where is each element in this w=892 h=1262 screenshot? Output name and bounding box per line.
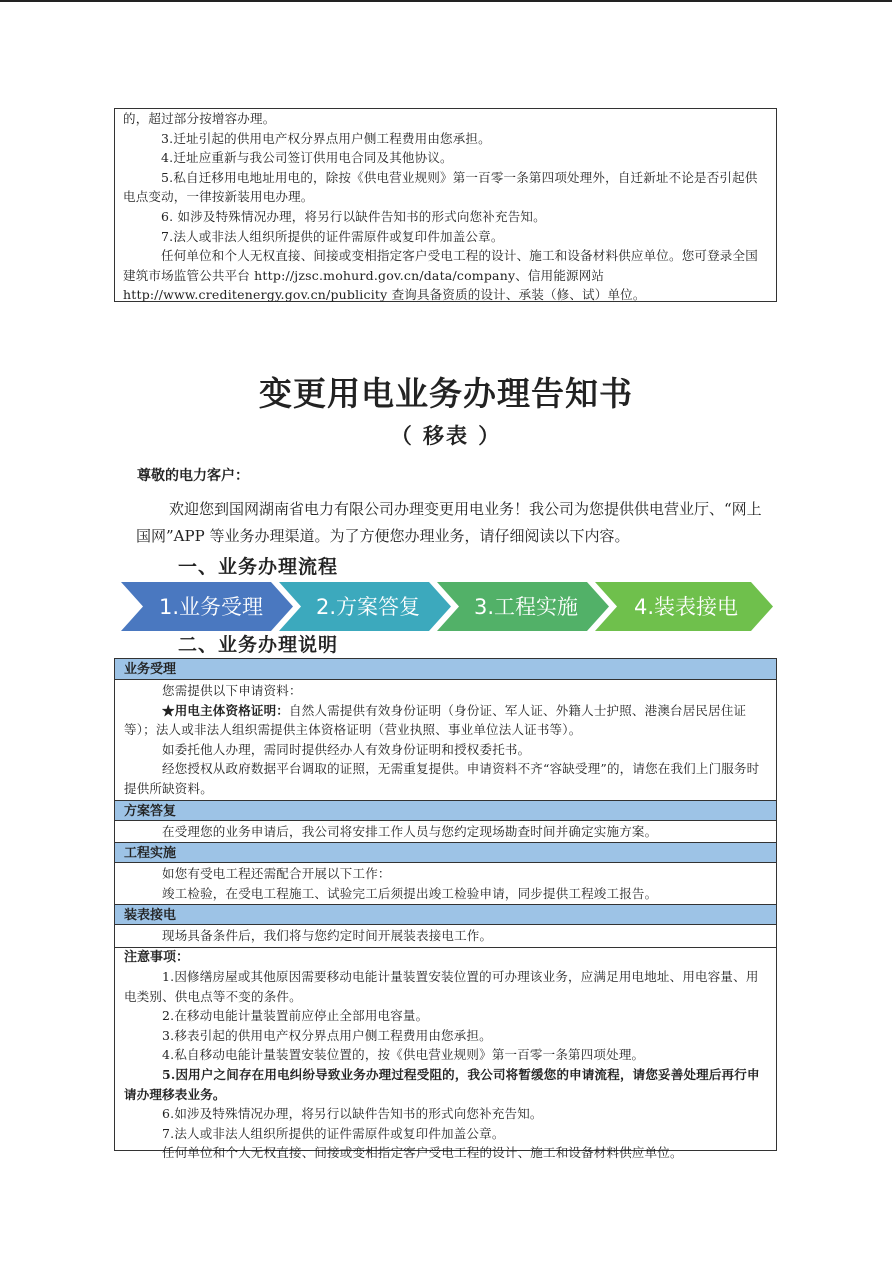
notes-item: 6.如涉及特殊情况办理，将另行以缺件告知书的形式向您补充告知。 [162, 1106, 543, 1122]
section-heading-instructions: 二、业务办理说明 [178, 634, 339, 656]
note-line: 6. 如涉及特殊情况办理，将另行以缺件告知书的形式向您补充告知。 [161, 208, 546, 224]
work-header: 工程实施 [115, 842, 776, 863]
work-line: 如您有受电工程还需配合开展以下工作： [162, 866, 391, 882]
qualification-line [124, 701, 767, 740]
accept-body [115, 680, 776, 800]
previous-notes-box [114, 108, 777, 302]
qualification-text: 自然人需提供有效身份证明（身份证、军人证、外籍人士护照、港澳台居民居住证等）；法人或非法人组织需提供主体资格证明（营业执照、事业单位法人证书等）。 [124, 702, 747, 738]
notes-item: 4.私自移动电能计量装置安装位置的，按《供电营业规则》第一百零一条第四项处理。 [162, 1047, 645, 1063]
qualification-label: ★用电主体资格证明： [162, 702, 290, 718]
accept-line: 经您授权从政府数据平台调取的证照，无需重复提供。申请资料不齐“容缺受理”的，请您在我们上门服务时提供所缺资料。 [124, 761, 760, 796]
work-line: 竣工检验，在受电工程施工、试验完工后须提出竣工检验申请，同步提供工程竣工报告。 [162, 885, 658, 901]
instructions-table [114, 658, 777, 1161]
accept-line: 如委托他人办理，需同时提供经办人有效身份证明和授权委托书。 [162, 741, 531, 757]
notes-item: 1.因修缮房屋或其他原因需要移动电能计量装置安装位置的可办理该业务，应满足用电地址、用电容量、用电类别、供电点等不变的条件。 [124, 968, 759, 1004]
notes-item: 2.在移动电能计量装置前应停止全部用电容量。 [162, 1008, 429, 1024]
section-heading-process: 一、业务办理流程 [178, 556, 339, 578]
work-body [115, 863, 776, 904]
meter-line: 现场具备条件后，我们将与您约定时间开展装表接电工作。 [162, 928, 493, 944]
flow-step-4-label: 4.装表接电 [633, 595, 739, 619]
plan-body [115, 821, 776, 843]
greeting: 尊敬的电力客户： [137, 468, 249, 484]
notes-item: 3.移表引起的供用电产权分界点用户侧工程费用由您承担。 [162, 1027, 492, 1043]
process-flow-graphic [121, 582, 773, 631]
notes-item-emphasis: 5.因用户之间存在用电纠纷导致业务办理过程受阻的，我公司将暂缓您的申请流程，请您妥善处理后再行申请办理移表业务。 [124, 1066, 760, 1102]
notes-body [115, 967, 776, 1164]
process-flow [121, 582, 773, 631]
note-line: 任何单位和个人无权直接、间接或变相指定客户受电工程的设计、施工和设备材料供应单位。您可登录全国建筑市场监管公共平台 http://jzsc.mohurd.gov.cn/data/company、信用能源网站 http://www.creditenergy.gov.cn/publicity 查询具备资质的设计、承装（修、试）单位。 [123, 248, 758, 303]
plan-header: 方案答复 [115, 800, 776, 821]
notes-item: 7.法人或非法人组织所提供的证件需原件或复印件加盖公章。 [162, 1125, 505, 1141]
note-line: 5.私自迁移用电地址用电的，除按《供电营业规则》第一百零一条第四项处理外，自迁新址不论是否引起供电点变动，一律按新装用电办理。 [123, 169, 758, 205]
flow-step-1-label: 1.业务受理 [158, 595, 264, 619]
note-line: 7.法人或非法人组织所提供的证件需原件或复印件加盖公章。 [161, 228, 504, 244]
note-line: 3.迁址引起的供用电产权分界点用户侧工程费用由您承担。 [161, 130, 491, 146]
notes-section [115, 947, 776, 1164]
notes-header: 注意事项： [124, 949, 190, 965]
notes-item: 任何单位和个人无权直接、间接或变相指定客户受电工程的设计、施工和设备材料供应单位。 [162, 1145, 683, 1161]
intro-paragraph: 欢迎您到国网湖南省电力有限公司办理变更用电业务！我公司为您提供供电营业厅、“网上国网”APP 等业务办理渠道。为了方便您办理业务，请仔细阅读以下内容。 [136, 500, 762, 545]
document-title: 变更用电业务办理告知书 [259, 374, 633, 413]
note-line: 的，超过部分按增容办理。 [123, 111, 276, 126]
document-subtitle: （ 移表 ） [390, 423, 502, 448]
meter-header: 装表接电 [115, 904, 776, 925]
meter-body [115, 925, 776, 947]
page-top-rule [0, 0, 892, 2]
accept-header: 业务受理 [115, 659, 776, 680]
plan-line: 在受理您的业务申请后，我公司将安排工作人员与您约定现场勘查时间并确定实施方案。 [162, 823, 658, 839]
accept-line: 您需提供以下申请资料： [162, 683, 302, 698]
flow-step-3-label: 3.工程实施 [473, 595, 579, 619]
flow-step-2-label: 2.方案答复 [315, 595, 421, 619]
note-line: 4.迁址应重新与我公司签订供用电合同及其他协议。 [161, 150, 453, 166]
